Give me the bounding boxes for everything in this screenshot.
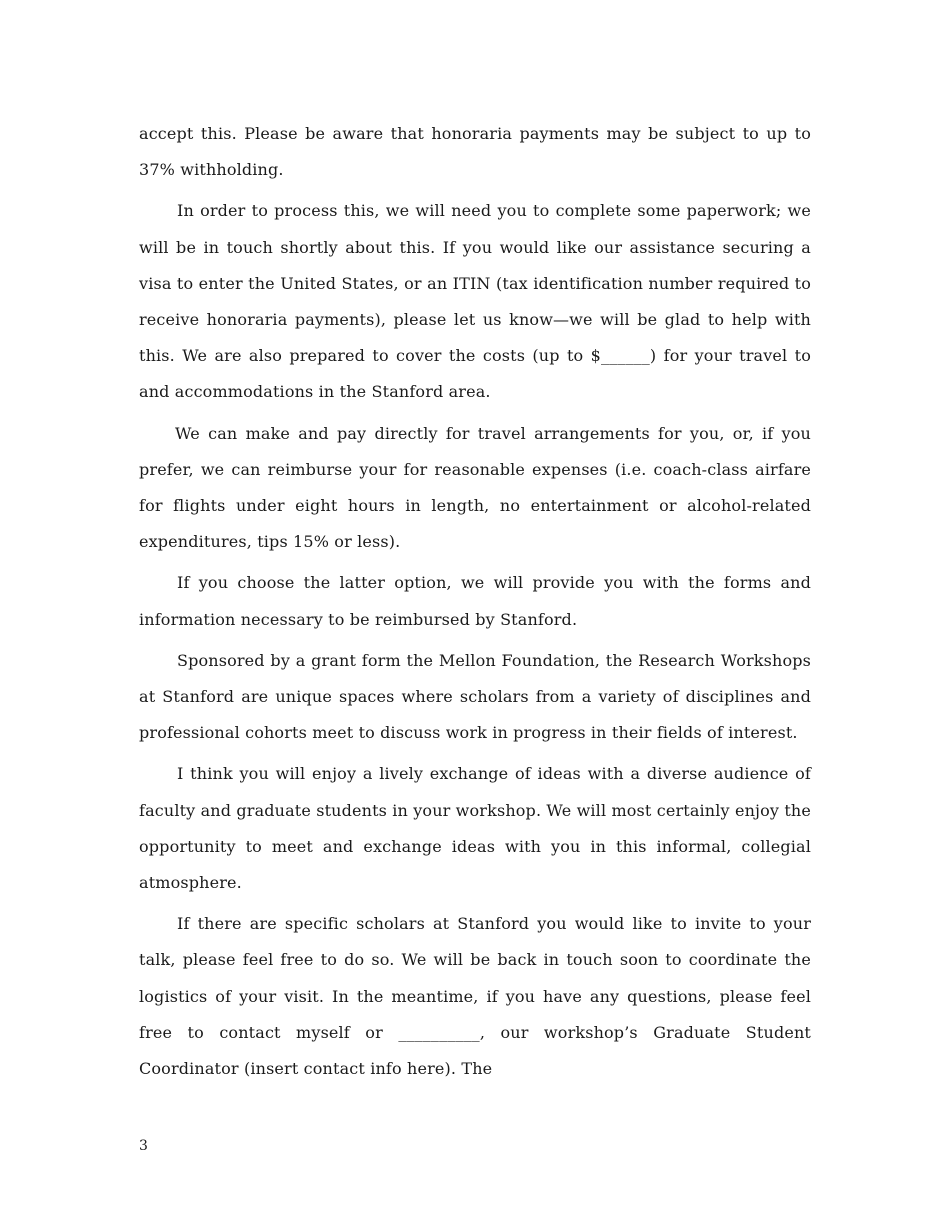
- paragraph-mellon-foundation: Sponsored by a grant form the Mellon Foundation, the Research Workshops at Stanford are unique spaces where scholars from a variety of disciplines and professional cohorts meet to discuss work in progress in their fields of interest.: [139, 650, 811, 743]
- document-page: [139, 116, 811, 1092]
- paragraph-invite-scholars: If there are specific scholars at Stanford you would like to invite to your talk, please feel free to do so. We will be back in touch soon to coordinate the logistics of your visit. In the meantime, if you have any questions, please feel free to contact myself or __________, our workshop’s Graduate Student Coordinator (insert contact info here). The: [139, 914, 811, 1079]
- paragraph-honoraria-withholding: accept this. Please be aware that honoraria payments may be subject to up to 37% withholding.: [139, 124, 811, 180]
- paragraph-exchange-ideas: I think you will enjoy a lively exchange of ideas with a diverse audience of faculty and graduate students in your workshop. We will most certainly enjoy the opportunity to meet and exchange ideas with you in this informal, collegial atmosphere.: [139, 764, 811, 893]
- paragraph-travel-arrangements: We can make and pay directly for travel arrangements for you, or, if you prefer, we can reimburse your for reasonable expenses (i.e. coach-class airfare for flights under eight hours in length, no entertainment or alcohol-related expenditures, tips 15% or less).: [139, 423, 811, 552]
- page-number: 3: [139, 1138, 148, 1154]
- paragraph-paperwork-visa: In order to process this, we will need you to complete some paperwork; we will be in touch shortly about this. If you would like our assistance securing a visa to enter the United States, or an ITIN (tax identification number required to receive honoraria payments), please let us know—we will be glad to help with this. We are also prepared to cover the costs (up to $______) for your travel to and accommodations in the Stanford area.: [139, 201, 811, 402]
- paragraph-reimbursement-forms: If you choose the latter option, we will provide you with the forms and information necessary to be reimbursed by Stanford.: [139, 573, 811, 629]
